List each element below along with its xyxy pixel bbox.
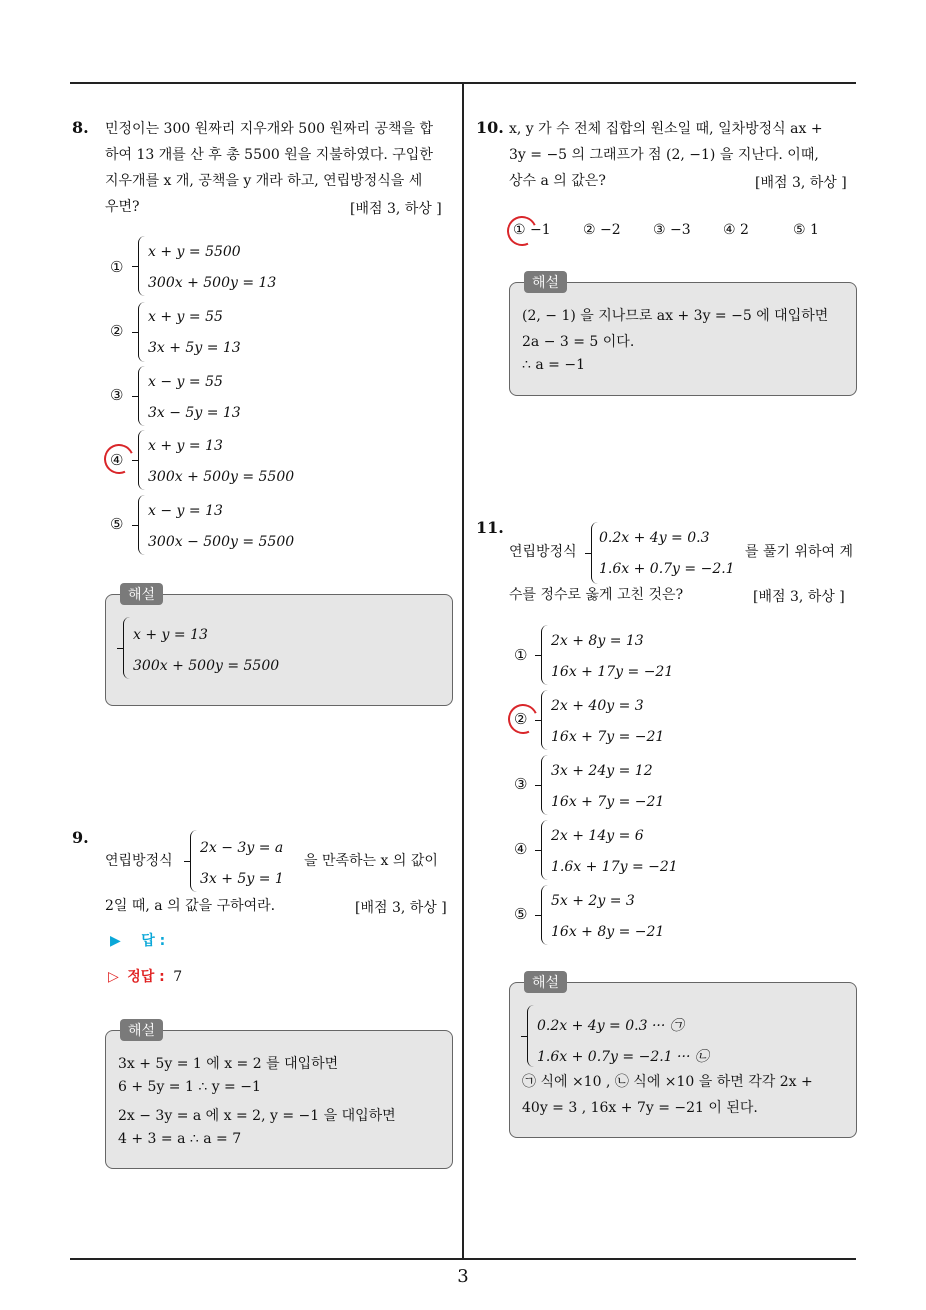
question-10-option-5[interactable]: ⑤ 1	[793, 222, 819, 238]
bottom-rule	[70, 1258, 856, 1260]
explanation-line-1: ㉠ 식에 ×10 , ㉡ 식에 ×10 을 하면 각각 2x +	[522, 1074, 813, 1090]
question-8-number: 8.	[72, 118, 89, 137]
option-number: ⑤	[514, 905, 528, 923]
explanation-equation-2: 300x + 500y = 5500	[133, 658, 280, 674]
equation-1: x + y = 13	[148, 438, 223, 454]
brace	[591, 522, 598, 584]
outline-arrow-icon: ▷	[108, 969, 119, 985]
brace	[527, 1005, 534, 1067]
explanation-label: 해설	[120, 1019, 163, 1041]
question-9-equation-2: 3x + 5y = 1	[200, 871, 284, 887]
question-10-option-4[interactable]: ④ 2	[723, 222, 749, 238]
question-10-number: 10.	[476, 118, 504, 137]
question-10-option-2[interactable]: ② −2	[583, 222, 621, 238]
explanation-label: 해설	[524, 271, 567, 293]
equation-2: 300x − 500y = 5500	[148, 534, 295, 550]
question-8-score: [배점 3, 하상 ]	[350, 201, 442, 217]
brace	[138, 236, 145, 296]
explanation-line-2: 6 + 5y = 1 ∴ y = −1	[118, 1079, 261, 1095]
equation-1: x + y = 55	[148, 309, 223, 325]
explanation-line-1: (2, − 1) 을 지나므로 ax + 3y = −5 에 대입하면	[522, 308, 829, 324]
explanation-line-2: 2a − 3 = 5 이다.	[522, 334, 635, 350]
equation-2: 16x + 7y = −21	[551, 729, 665, 745]
column-divider	[462, 82, 464, 1259]
question-10-line-3: 상수 a 의 값은?	[509, 173, 606, 189]
equation-1: x + y = 5500	[148, 244, 241, 260]
equation-1: x − y = 55	[148, 374, 223, 390]
equation-2: 1.6x + 17y = −21	[551, 859, 678, 875]
equation-1: 2x + 14y = 6	[551, 828, 644, 844]
question-9-prefix: 연립방정식	[105, 853, 173, 869]
equation-1: x − y = 13	[148, 503, 223, 519]
question-10-option-3[interactable]: ③ −3	[653, 222, 691, 238]
question-11-line-2: 수를 정수로 옳게 고친 것은?	[509, 587, 684, 603]
question-10-option-1[interactable]: ① −1	[513, 222, 551, 238]
answer-label: 답 :	[141, 933, 166, 949]
explanation-equation-1: x + y = 13	[133, 627, 208, 643]
option-number: ②	[514, 710, 528, 728]
equation-2: 300x + 500y = 5500	[148, 469, 295, 485]
option-number: ③	[514, 775, 528, 793]
equation-2: 16x + 17y = −21	[551, 664, 674, 680]
brace	[541, 755, 548, 815]
equation-2: 16x + 8y = −21	[551, 924, 665, 940]
explanation-line-4: 4 + 3 = a ∴ a = 7	[118, 1131, 242, 1147]
option-number: ①	[110, 258, 124, 276]
equation-1: 3x + 24y = 12	[551, 763, 653, 779]
explanation-label: 해설	[524, 971, 567, 993]
brace	[541, 885, 548, 945]
question-9-suffix: 을 만족하는 x 의 값이	[304, 853, 438, 869]
explanation-line-3: ∴ a = −1	[522, 357, 585, 373]
question-9-explanation-box	[105, 1023, 453, 1169]
question-8-line-4: 우면?	[105, 199, 140, 215]
brace	[138, 430, 145, 490]
question-11-number: 11.	[476, 518, 504, 537]
explanation-equation-2: 1.6x + 0.7y = −2.1 ··· ㉡	[537, 1049, 709, 1065]
explanation-line-3: 2x − 3y = a 에 x = 2, y = −1 을 대입하면	[118, 1108, 396, 1124]
option-number: ④	[514, 840, 528, 858]
question-11-explanation-box	[509, 975, 857, 1138]
brace	[541, 625, 548, 685]
question-9-equation-1: 2x − 3y = a	[200, 840, 284, 856]
question-8-explanation-box	[105, 587, 453, 706]
question-11-prefix: 연립방정식	[509, 544, 577, 560]
question-9-score: [배점 3, 하상 ]	[355, 900, 447, 916]
equation-1: 2x + 8y = 13	[551, 633, 644, 649]
explanation-line-2: 40y = 3 , 16x + 7y = −21 이 된다.	[522, 1100, 758, 1116]
brace	[541, 690, 548, 750]
explanation-label: 해설	[120, 583, 163, 605]
explanation-line-1: 3x + 5y = 1 에 x = 2 를 대입하면	[118, 1056, 339, 1072]
brace	[190, 830, 197, 892]
brace	[138, 302, 145, 362]
brace	[123, 617, 130, 679]
option-number: ④	[110, 451, 124, 469]
equation-2: 3x − 5y = 13	[148, 405, 241, 421]
brace	[138, 495, 145, 555]
correct-answer-label: 정답 :	[127, 969, 165, 985]
question-9-number: 9.	[72, 828, 89, 847]
equation-2: 16x + 7y = −21	[551, 794, 665, 810]
option-number: ①	[514, 646, 528, 664]
correct-answer-value: 7	[173, 969, 183, 985]
question-11-equation-2: 1.6x + 0.7y = −2.1	[599, 561, 735, 577]
question-8-line-2: 하여 13 개를 산 후 총 5500 원을 지불하였다. 구입한	[105, 147, 433, 163]
explanation-equation-1: 0.2x + 4y = 0.3 ··· ㉠	[537, 1018, 684, 1034]
question-11-equation-1: 0.2x + 4y = 0.3	[599, 530, 710, 546]
correct-answer-row	[108, 966, 182, 986]
equation-2: 300x + 500y = 13	[148, 275, 277, 291]
question-10-line-1: x, y 가 수 전체 집합의 원소일 때, 일차방정식 ax +	[509, 121, 823, 137]
option-number: ⑤	[110, 515, 124, 533]
question-8-line-3: 지우개를 x 개, 공책을 y 개라 하고, 연립방정식을 세	[105, 173, 423, 189]
equation-2: 3x + 5y = 13	[148, 340, 241, 356]
question-9-line-2: 2일 때, a 의 값을 구하여라.	[105, 898, 276, 914]
brace	[541, 820, 548, 880]
question-8-line-1: 민정이는 300 원짜리 지우개와 500 원짜리 공책을 합	[105, 121, 434, 137]
page-number: 3	[457, 1266, 469, 1287]
question-11-suffix: 를 풀기 위하여 계	[745, 544, 854, 560]
question-10-score: [배점 3, 하상 ]	[755, 175, 847, 191]
play-arrow-icon: ▶	[110, 933, 121, 949]
equation-1: 5x + 2y = 3	[551, 893, 635, 909]
answer-row	[110, 930, 165, 950]
question-11-score: [배점 3, 하상 ]	[753, 589, 845, 605]
option-number: ②	[110, 322, 124, 340]
option-number: ③	[110, 386, 124, 404]
question-10-explanation-box	[509, 275, 857, 396]
equation-1: 2x + 40y = 3	[551, 698, 644, 714]
question-10-line-2: 3y = −5 의 그래프가 점 (2, −1) 을 지난다. 이때,	[509, 147, 819, 163]
brace	[138, 366, 145, 426]
